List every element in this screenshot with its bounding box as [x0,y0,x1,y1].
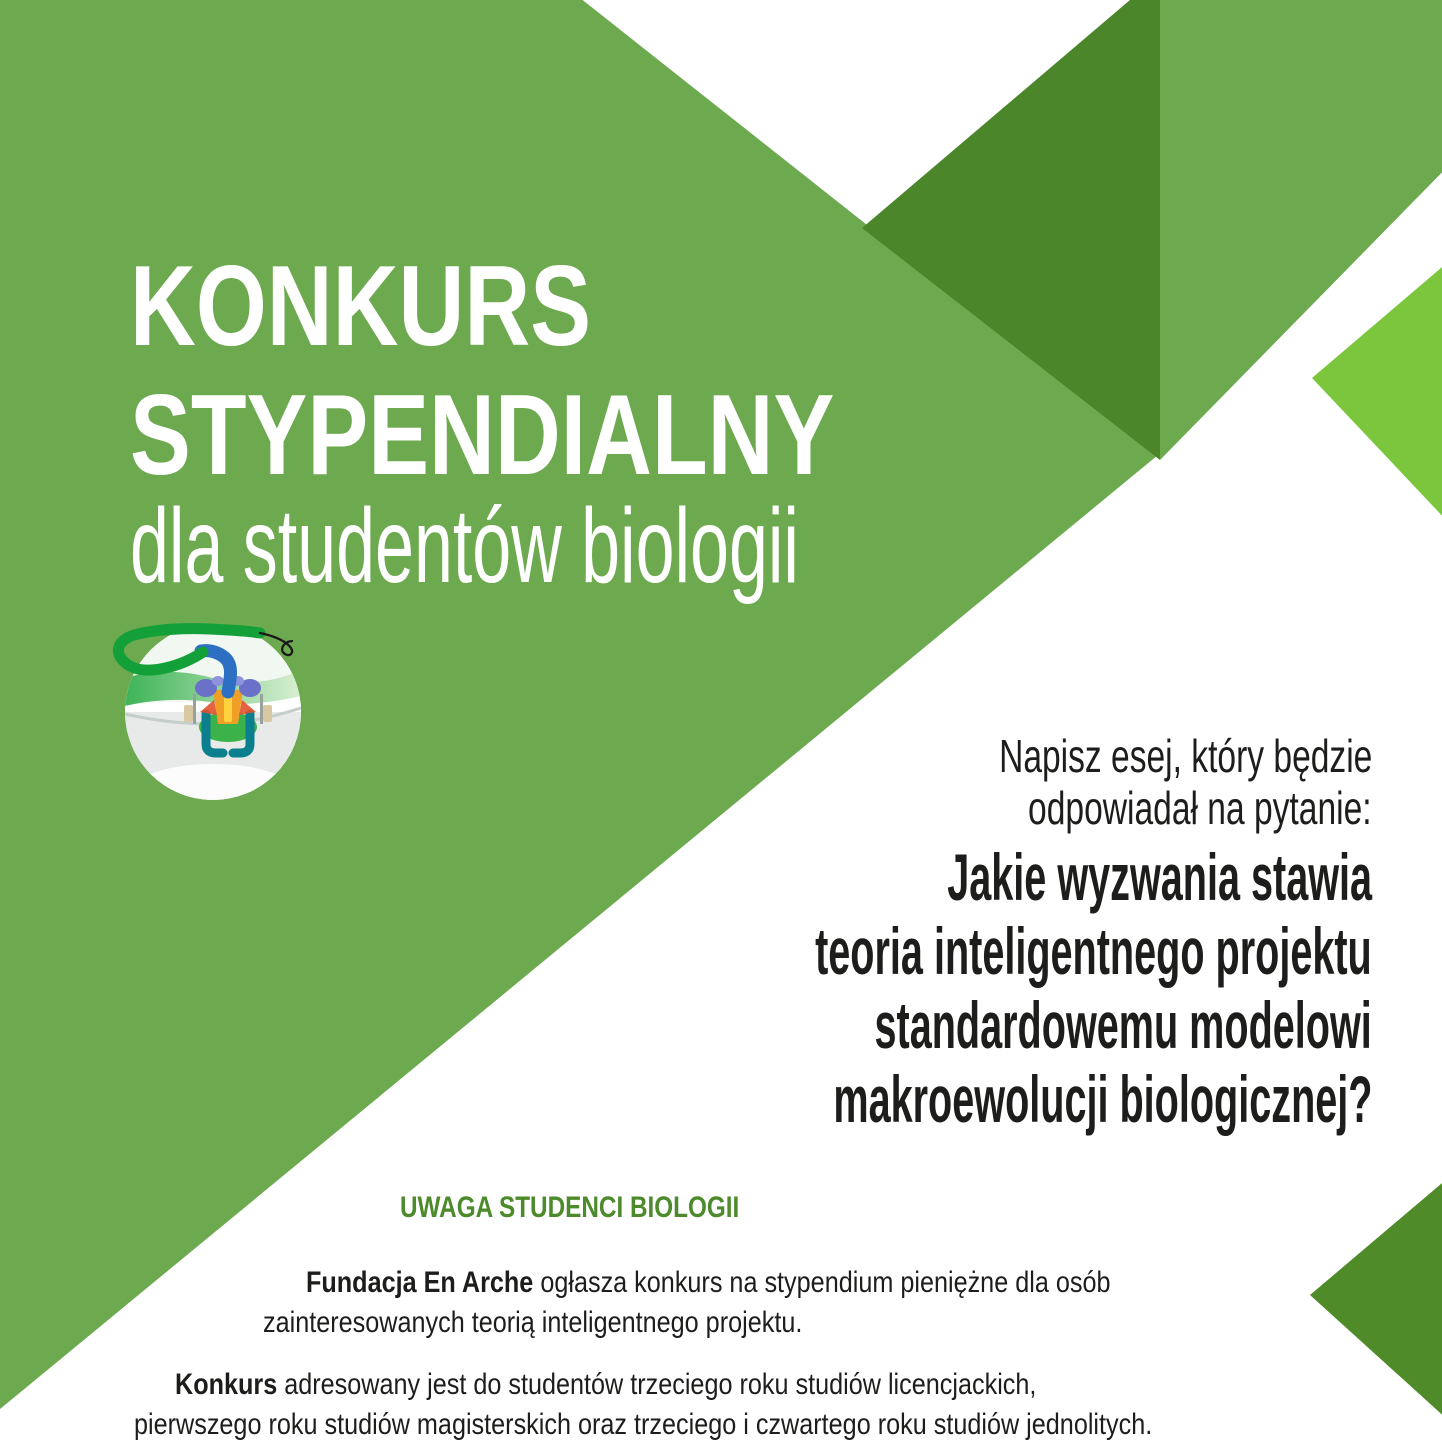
notice-heading: UWAGA STUDENCI BIOLOGII [400,1191,740,1224]
paragraph1-line1-rest: ogłasza konkurs na stypendium pieniężne dla osób [533,1266,1111,1299]
paragraph2-bold: Konkurs [175,1368,278,1401]
question-line2: teoria inteligentnego projektu [815,914,1372,988]
poster-subtitle: dla studentów biologii [130,487,799,605]
paragraph1-bold: Fundacja En Arche [306,1266,534,1299]
paragraph1-line2: zainteresowanych teorią inteligentnego projektu. [263,1306,803,1339]
intro-line2: odpowiadał na pytanie: [1028,782,1372,834]
paragraph1-line1 [306,1268,1110,1298]
bacterial-flagellum-logo [98,598,342,822]
right-edge-bright-diamond [1312,262,1442,522]
poster-title-line1: KONKURS [130,243,592,370]
bottom-right-diamond [1310,1178,1442,1420]
question-line3: standardowemu modelowi [874,988,1372,1062]
poster-title-line2: STYPENDIALNY [130,372,835,499]
paragraph2-line1 [175,1370,1036,1400]
base-highlight [131,764,295,820]
intro-line1: Napisz esej, który będzie [998,730,1372,782]
question-line4: makroewolucji biologicznej? [832,1062,1372,1136]
paragraph2-line2: pierwszego roku studiów magisterskich oraz trzeciego i czwartego roku studiów jednolitych. [134,1408,1153,1441]
question-line1: Jakie wyzwania stawia [947,840,1372,914]
logo-scene [125,624,301,820]
paragraph2-line1-rest: adresowany jest do studentów trzeciego roku studiów licencjackich, [277,1368,1037,1401]
